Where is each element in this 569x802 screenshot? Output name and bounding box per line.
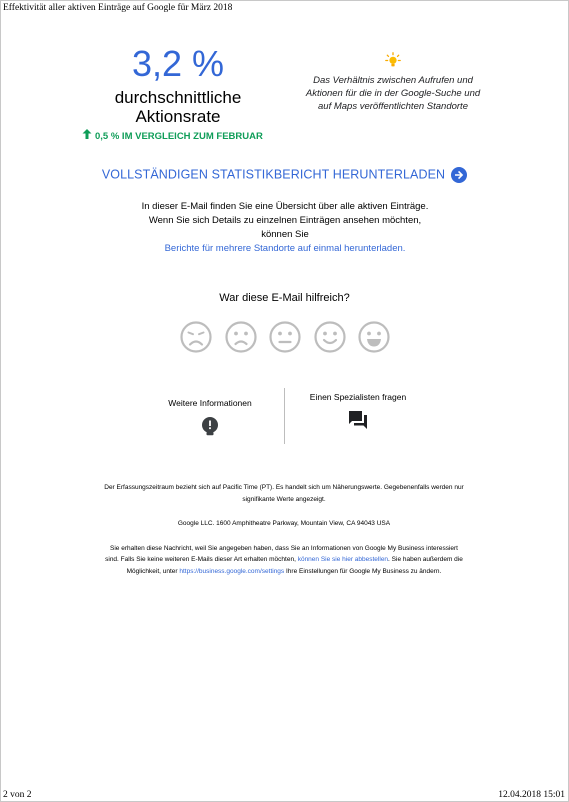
feedback-rating (180, 321, 392, 353)
ask-specialist-option[interactable] (298, 392, 418, 430)
unsubscribe-link[interactable]: können Sie sie hier abbestellen (297, 556, 389, 563)
download-report-label[interactable]: VOLLSTÄNDIGEN STATISTIKBERICHT HERUNTERLADEN (101, 167, 446, 182)
subscription-settings-tail: Ihre Einstellungen für Google My Business zu ändern. (285, 567, 442, 575)
tip-block (300, 52, 486, 113)
more-info-option[interactable] (150, 398, 270, 437)
chat-icon[interactable] (348, 410, 368, 430)
multi-location-report-link[interactable]: Berichte für mehrere Standorte auf einmal herunterladen. (164, 243, 406, 254)
lightbulb-sun-icon (385, 52, 401, 68)
subscription-settings-text: . Sie haben außerdem die Möglichkeit, unter (126, 556, 463, 575)
arrow-up-icon (82, 129, 92, 139)
very-sad-face-icon[interactable] (180, 321, 212, 353)
feedback-question: War diese E-Mail hilfreich? (219, 292, 350, 304)
very-happy-face-icon[interactable] (358, 321, 390, 353)
page-number: 2 von 2 (3, 790, 32, 800)
column-divider (284, 388, 285, 444)
action-rate-label-line2: Aktionsrate (135, 107, 221, 126)
more-info-label[interactable]: Weitere Informationen (168, 398, 252, 408)
neutral-face-icon[interactable] (269, 321, 301, 353)
settings-link[interactable]: https://business.google.com/settings (179, 567, 285, 575)
action-rate-value: 3,2 % (131, 43, 225, 84)
subscription-reason-text: Sie erhalten diese Nachricht, weil Sie angegeben haben, dass Sie an Informationen von Google My Business interessiert sind. Falls Sie keine weiteren E-Mails dieser Art erhalten möchten, (105, 544, 458, 563)
trend-indicator (82, 129, 263, 142)
tip-text: Das Verhältnis zwischen Aufrufen und Aktionen für die in der Google-Suche und auf Maps veröffentlichten Standorte (305, 75, 481, 112)
sad-face-icon[interactable] (225, 321, 257, 353)
legal-footer (104, 482, 464, 590)
company-address: Google LLC. 1600 Amphitheatre Parkway, Mountain View, CA 94043 USA (177, 520, 391, 527)
download-report-link[interactable] (0, 167, 569, 183)
happy-face-icon[interactable] (314, 321, 346, 353)
subscription-note (104, 543, 464, 578)
period-note: Der Erfassungszeitraum bezieht sich auf Pacific Time (PT). Es handelt sich um Näherungswerte. Gegebenenfalls werden nur signifikante Werte angezeigt. (104, 484, 464, 503)
action-rate-label-line1: durchschnittliche (114, 88, 242, 107)
trend-text: 0,5 % IM VERGLEICH ZUM FEBRUAR (95, 131, 263, 142)
lightbulb-icon[interactable] (201, 417, 219, 437)
help-options (146, 388, 424, 446)
intro-paragraph (134, 200, 436, 256)
print-header: Effektivität aller aktiven Einträge auf Google für März 2018 (3, 3, 233, 13)
print-date: 12.04.2018 15:01 (498, 790, 565, 800)
ask-specialist-label[interactable]: Einen Spezialisten fragen (309, 392, 407, 402)
arrow-right-circle-icon[interactable] (451, 167, 467, 183)
intro-text: In dieser E-Mail finden Sie eine Übersicht über alle aktiven Einträge. Wenn Sie sich Details zu einzelnen Einträgen ansehen möchten, können Sie (141, 201, 429, 240)
stat-block (98, 44, 258, 126)
